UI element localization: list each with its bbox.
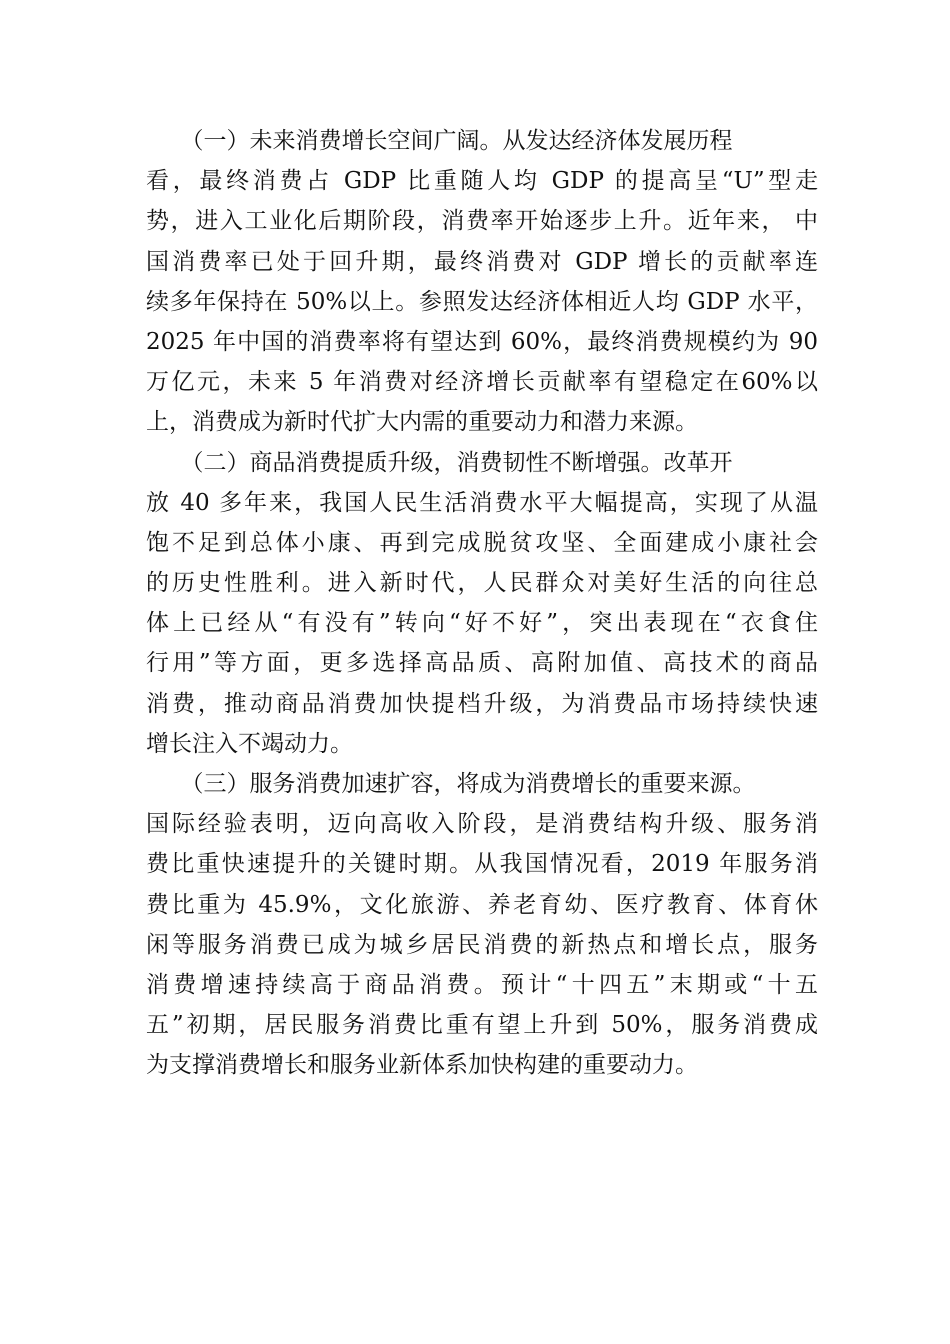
text-line: 五”初期，居民服务消费比重有望上升到 50%，服务消费成 [146, 1012, 818, 1039]
text-line: 为支撑消费增长和服务业新体系加快构建的重要动力。 [146, 1052, 698, 1079]
text-line: 国际经验表明，迈向高收入阶段，是消费结构升级、服务消 [146, 811, 818, 838]
text-line: 费比重为 45.9%，文化旅游、养老育幼、医疗教育、体育休 [146, 891, 818, 918]
text-line: 的历史性胜利。进入新时代，人民群众对美好生活的向往总 [146, 570, 818, 597]
paragraph-service-consumption [146, 764, 818, 1086]
paragraph-future-consumption [146, 121, 818, 443]
text-line: 上，消费成为新时代扩大内需的重要动力和潜力来源。 [146, 409, 698, 436]
text-line: （二）商品消费提质升级，消费韧性不断增强。改革开 [146, 449, 733, 476]
text-line: 增长注入不竭动力。 [146, 730, 353, 757]
text-line: 饱不足到总体小康、再到完成脱贫攻坚、全面建成小康社会 [146, 529, 818, 556]
text-line: 万亿元，未来 5 年消费对经济增长贡献率有望稳定在60%以 [146, 369, 818, 396]
document-body [146, 121, 818, 1086]
text-line: 势，进入工业化后期阶段，消费率开始逐步上升。近年来， 中 [146, 208, 818, 235]
text-line: 消费，推动商品消费加快提档升级，为消费品市场持续快速 [146, 690, 818, 717]
text-line: 国消费率已处于回升期，最终消费对 GDP 增长的贡献率连 [146, 248, 818, 275]
text-line: 行用”等方面，更多选择高品质、高附加值、高技术的商品 [146, 650, 818, 677]
text-line: 看，最终消费占 GDP 比重随人均 GDP 的提高呈“U”型走 [146, 168, 818, 195]
text-line: 放 40 多年来，我国人民生活消费水平大幅提高，实现了从温 [146, 489, 818, 516]
text-line: 消费增速持续高于商品消费。预计“十四五”末期或“十五 [146, 971, 818, 998]
text-line: 体上已经从“有没有”转向“好不好”，突出表现在“衣食住 [146, 610, 818, 637]
text-line: （一）未来消费增长空间广阔。从发达经济体发展历程 [146, 128, 733, 154]
text-line: 闲等服务消费已成为城乡居民消费的新热点和增长点，服务 [146, 931, 818, 958]
text-line: （三）服务消费加速扩容，将成为消费增长的重要来源。 [146, 771, 756, 797]
paragraph-goods-consumption [146, 443, 818, 765]
text-line: 2025 年中国的消费率将有望达到 60%，最终消费规模约为 90 [146, 328, 818, 355]
text-line: 续多年保持在 50%以上。参照发达经济体相近人均 GDP 水平， [146, 288, 818, 315]
text-line: 费比重快速提升的关键时期。从我国情况看，2019 年服务消 [146, 851, 818, 878]
